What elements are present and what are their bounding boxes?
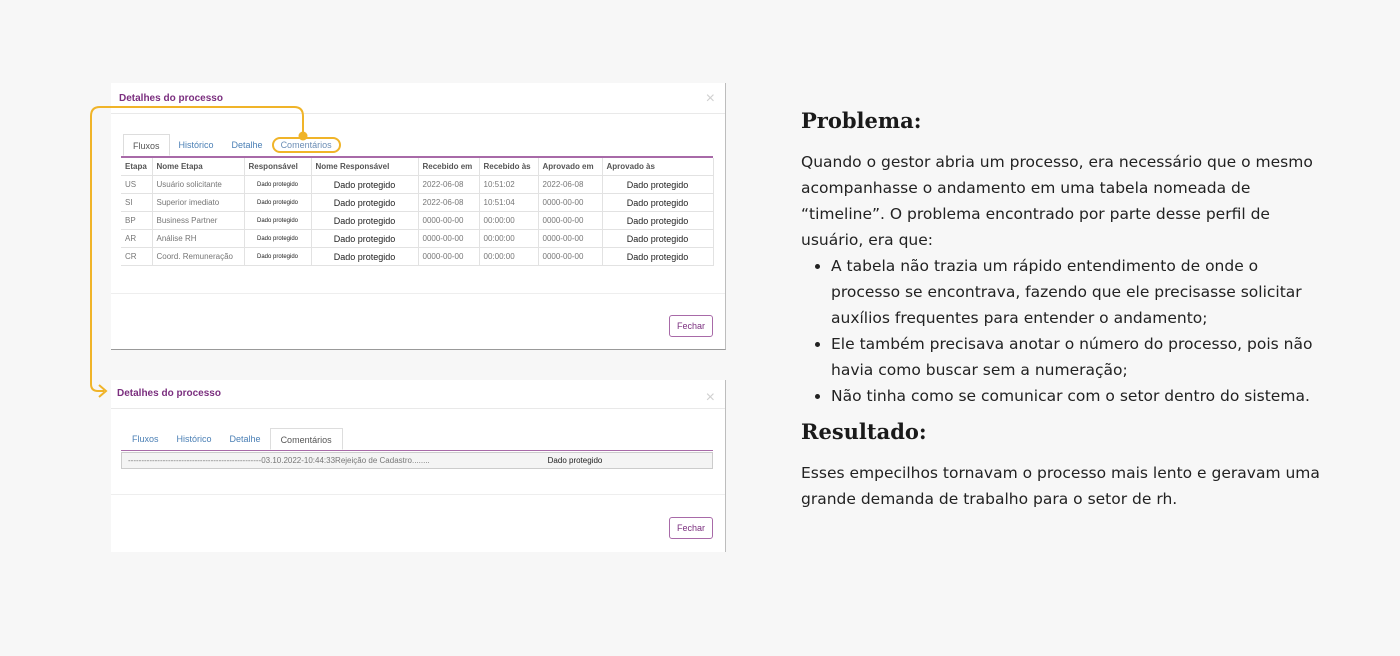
- close-button[interactable]: Fechar: [669, 517, 713, 539]
- cell-aprovado-em: 0000-00-00: [538, 212, 602, 230]
- result-heading: Resultado:: [801, 419, 927, 444]
- case-study-text: [801, 108, 1321, 512]
- cell-aprovado-as: Dado protegido: [602, 230, 713, 248]
- tab-historico[interactable]: Histórico: [178, 140, 214, 150]
- problem-list: [801, 253, 1321, 409]
- cell-etapa: AR: [121, 230, 152, 248]
- cell-nome-responsavel: Dado protegido: [311, 212, 418, 230]
- cell-nome-responsavel: Dado protegido: [311, 194, 418, 212]
- column-header: Aprovado às: [602, 158, 713, 176]
- cell-nome-responsavel: Dado protegido: [311, 176, 418, 194]
- cell-aprovado-em: 0000-00-00: [538, 248, 602, 266]
- column-header: Nome Etapa: [152, 158, 244, 176]
- cell-recebido-as: 00:00:00: [479, 212, 538, 230]
- cell-aprovado-em: 2022-06-08: [538, 176, 602, 194]
- cell-recebido-em: 0000-00-00: [418, 212, 479, 230]
- cell-responsavel: Dado protegido: [244, 212, 311, 230]
- cell-nome-etapa: Superior imediato: [152, 194, 244, 212]
- connector-line: [91, 107, 303, 391]
- cell-recebido-em: 0000-00-00: [418, 248, 479, 266]
- column-header: Recebido em: [418, 158, 479, 176]
- list-item: • Ele também precisava anotar o número do processo, pois não havia como buscar sem a numeração;: [831, 331, 1321, 383]
- column-header: Etapa: [121, 158, 152, 176]
- cell-aprovado-as: Dado protegido: [602, 176, 713, 194]
- column-header: Recebido às: [479, 158, 538, 176]
- cell-etapa: US: [121, 176, 152, 194]
- cell-responsavel: Dado protegido: [244, 194, 311, 212]
- tab-comentarios[interactable]: Comentários: [272, 137, 341, 153]
- cell-aprovado-em: 0000-00-00: [538, 230, 602, 248]
- cell-recebido-em: 2022-06-08: [418, 194, 479, 212]
- comment-author: Dado protegido: [547, 456, 603, 465]
- cell-recebido-em: 0000-00-00: [418, 230, 479, 248]
- list-item: • A tabela não trazia um rápido entendimento de onde o processo se encontrava, fazendo que ele precisasse solicitar auxílios frequentes para entender o andamento;: [831, 253, 1321, 331]
- dialog-title: Detalhes do processo: [117, 388, 221, 399]
- cell-responsavel: Dado protegido: [244, 176, 311, 194]
- connector-dot-icon: [299, 132, 308, 141]
- tab-historico[interactable]: Histórico: [176, 434, 212, 444]
- cell-responsavel: Dado protegido: [244, 230, 311, 248]
- cell-etapa: SI: [121, 194, 152, 212]
- tab-detalhe[interactable]: Detalhe: [229, 434, 261, 444]
- cell-etapa: CR: [121, 248, 152, 266]
- cell-etapa: BP: [121, 212, 152, 230]
- cell-aprovado-em: 0000-00-00: [538, 194, 602, 212]
- tab-fluxos[interactable]: Fluxos: [123, 134, 170, 156]
- tab-detalhe[interactable]: Detalhe: [231, 140, 263, 150]
- column-header: Aprovado em: [538, 158, 602, 176]
- cell-recebido-as: 00:00:00: [479, 230, 538, 248]
- problem-intro: Quando o gestor abria um processo, era necessário que o mesmo acompanhasse o andamento em uma tabela nomeada de “timeline”. O problema encontrado por parte desse perfil de usuário, era que:: [801, 153, 1313, 249]
- cell-recebido-as: 00:00:00: [479, 248, 538, 266]
- cell-aprovado-as: Dado protegido: [602, 212, 713, 230]
- cell-aprovado-as: Dado protegido: [602, 248, 713, 266]
- cell-nome-responsavel: Dado protegido: [311, 248, 418, 266]
- cell-responsavel: Dado protegido: [244, 248, 311, 266]
- close-icon[interactable]: ×: [705, 389, 715, 406]
- column-header: Nome Responsável: [311, 158, 418, 176]
- tab-fluxos[interactable]: Fluxos: [132, 434, 159, 444]
- result-text: Esses empecilhos tornavam o processo mais lento e geravam uma grande demanda de trabalho para o setor de rh.: [801, 464, 1320, 508]
- cell-recebido-em: 2022-06-08: [418, 176, 479, 194]
- comment-text: --------------------------------------------------03.10.2022-10:44:33Rejeição de Cadastro........: [128, 456, 430, 465]
- tab-comentarios[interactable]: Comentários: [270, 428, 343, 450]
- cell-nome-etapa: Usuário solicitante: [152, 176, 244, 194]
- cell-aprovado-as: Dado protegido: [602, 194, 713, 212]
- close-button[interactable]: Fechar: [669, 315, 713, 337]
- cell-nome-etapa: Business Partner: [152, 212, 244, 230]
- cell-recebido-as: 10:51:04: [479, 194, 538, 212]
- cell-recebido-as: 10:51:02: [479, 176, 538, 194]
- cell-nome-responsavel: Dado protegido: [311, 230, 418, 248]
- column-header: Responsável: [244, 158, 311, 176]
- list-item: • Não tinha como se comunicar com o setor dentro do sistema.: [831, 383, 1321, 409]
- dialog-title: Detalhes do processo: [119, 93, 223, 104]
- close-icon[interactable]: ×: [705, 90, 715, 107]
- cell-nome-etapa: Análise RH: [152, 230, 244, 248]
- cell-nome-etapa: Coord. Remuneração: [152, 248, 244, 266]
- problem-heading: Problema:: [801, 108, 922, 133]
